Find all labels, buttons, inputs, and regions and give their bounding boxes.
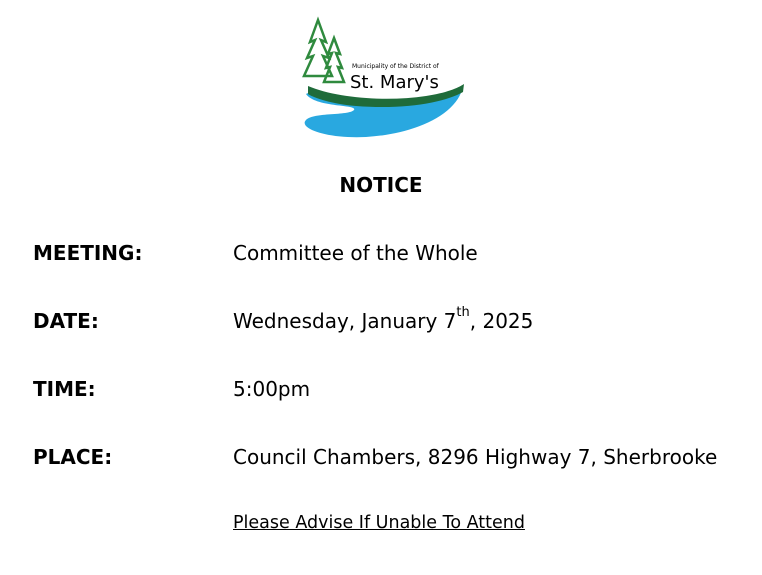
place-value: Council Chambers, 8296 Highway 7, Sherbrooke: [233, 445, 718, 469]
meeting-label: MEETING:: [33, 241, 143, 265]
date-value: [233, 305, 534, 333]
date-value-prefix: Wednesday, January 7: [233, 309, 457, 333]
logo-small-text: Municipality of the District of: [352, 63, 439, 70]
date-value-suffix: , 2025: [469, 309, 534, 333]
advise-note: Please Advise If Unable To Attend: [233, 513, 525, 533]
time-label: TIME:: [33, 377, 96, 401]
meeting-value: Committee of the Whole: [233, 241, 478, 265]
time-value: 5:00pm: [233, 377, 311, 401]
st-marys-logo-graphic: [296, 16, 466, 140]
date-value-superscript: th: [456, 305, 470, 320]
notice-title: NOTICE: [339, 173, 423, 197]
date-label: DATE:: [33, 309, 99, 333]
municipality-logo: [296, 16, 466, 140]
logo-name: St. Mary's: [350, 72, 439, 93]
place-label: PLACE:: [33, 445, 113, 469]
